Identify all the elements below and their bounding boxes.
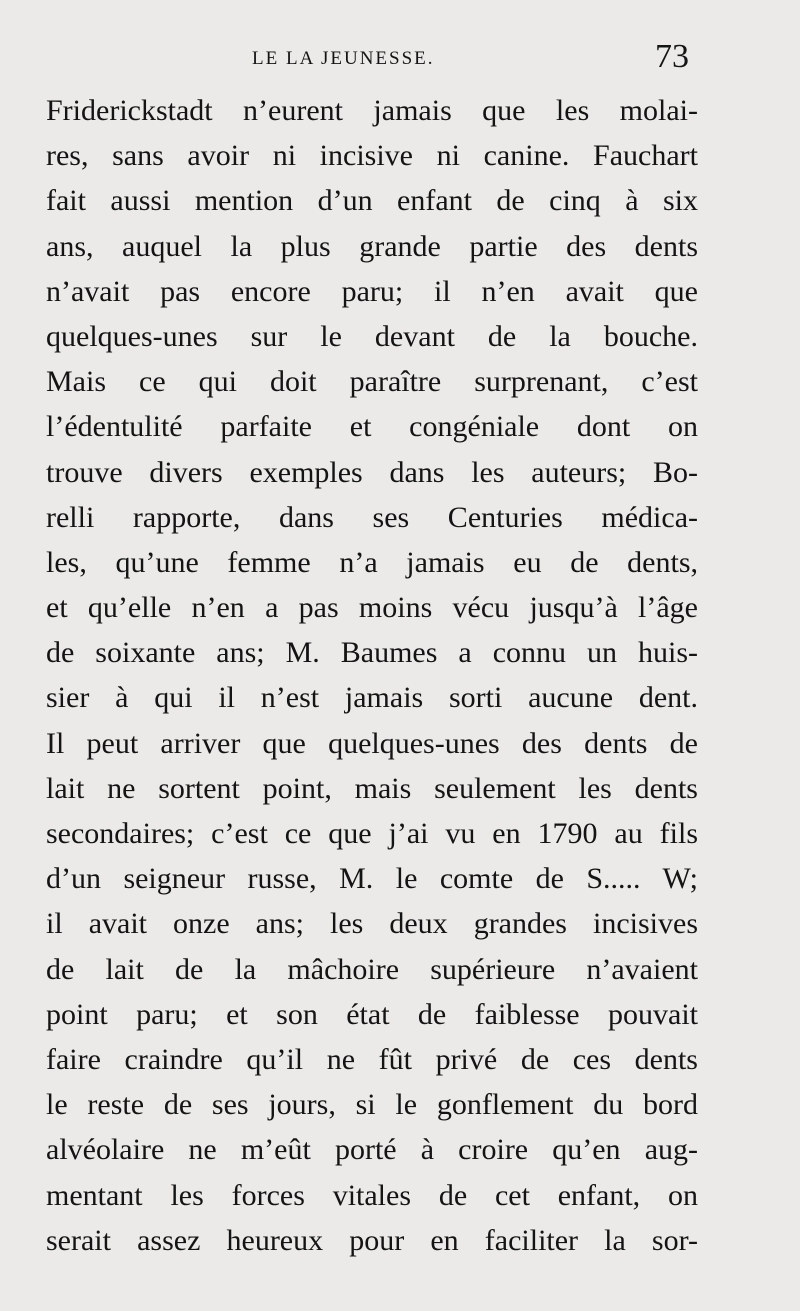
page-number: 73 [655, 38, 689, 75]
text-line: le reste de ses jours, si le gonflement du bord [46, 1088, 698, 1122]
text-line: Friderickstadt n’eurent jamais que les molai- [46, 94, 698, 127]
running-head: LE LA JEUNESSE. [252, 48, 435, 69]
text-line: il avait onze ans; les deux grandes incisives [46, 907, 698, 941]
body-text [46, 88, 698, 1263]
text-line: point paru; et son état de faiblesse pouvait [46, 997, 698, 1031]
text-line: de soixante ans; M. Baumes a connu un huis- [46, 636, 698, 670]
text-line: alvéolaire ne m’eût porté à croire qu’en aug- [46, 1133, 698, 1167]
text-line: n’avait pas encore paru; il n’en avait que [46, 274, 698, 308]
text-line: ans, auquel la plus grande partie des dents [46, 229, 698, 263]
text-line: res, sans avoir ni incisive ni canine. Fauchart [46, 139, 698, 173]
text-line: lait ne sortent point, mais seulement les dents [46, 771, 698, 805]
text-line: faire craindre qu’il ne fût privé de ces dents [46, 1042, 698, 1076]
text-line: Il peut arriver que quelques-unes des dents de [46, 726, 698, 760]
text-line: mentant les forces vitales de cet enfant, on [46, 1178, 698, 1212]
text-line: serait assez heureux pour en faciliter la sor- [46, 1223, 698, 1257]
text-line: fait aussi mention d’un enfant de cinq à six [46, 184, 698, 218]
text-line: l’édentulité parfaite et congéniale dont on [46, 410, 698, 444]
text-line: et qu’elle n’en a pas moins vécu jusqu’à l’âge [46, 591, 698, 625]
text-line: d’un seigneur russe, M. le comte de S..... W; [46, 862, 698, 896]
text-line: secondaires; c’est ce que j’ai vu en 1790 au fils [46, 817, 698, 850]
text-line: Mais ce qui doit paraître surprenant, c’est [46, 365, 698, 399]
text-line: relli rapporte, dans ses Centuries médica- [46, 500, 698, 534]
text-line: quelques-unes sur le devant de la bouche. [46, 319, 698, 353]
text-line: trouve divers exemples dans les auteurs; Bo- [46, 455, 698, 489]
text-line: les, qu’une femme n’a jamais eu de dents, [46, 545, 698, 579]
page-header [0, 38, 800, 88]
text-line: de lait de la mâchoire supérieure n’avaient [46, 952, 698, 986]
text-line: sier à qui il n’est jamais sorti aucune dent. [46, 681, 698, 715]
